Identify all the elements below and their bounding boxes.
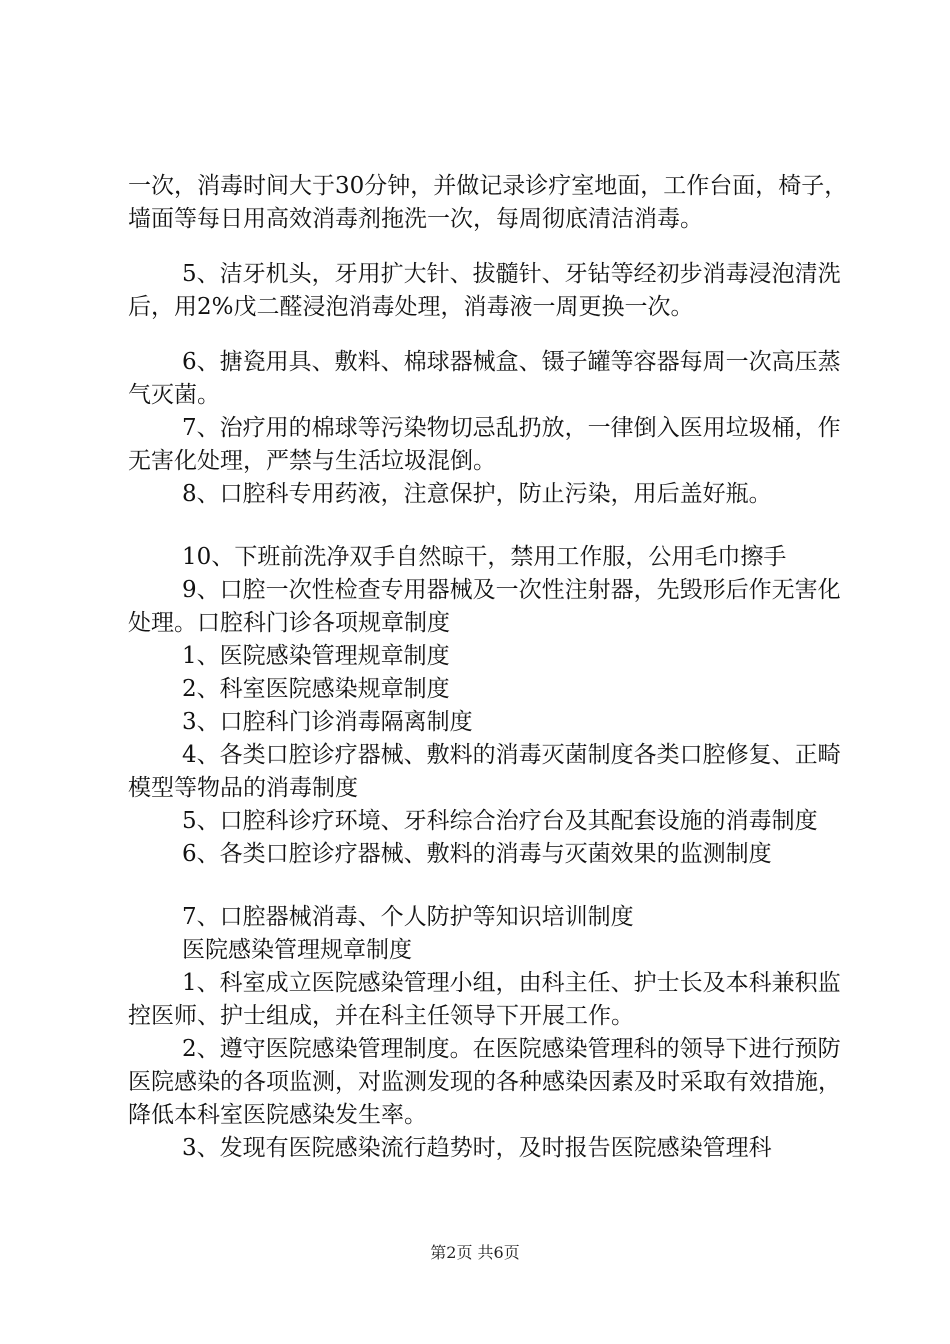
paragraph-item-6-enamel: 6、搪瓷用具、敷料、棉球器械盒、镊子罐等容器每周一次高压蒸气灭菌。 (128, 349, 841, 408)
paragraph-item-5-scaler: 5、洁牙机头，牙用扩大针、拔髓针、牙钻等经初步消毒浸泡清洗后，用2%戊二醛浸泡消毒处理，消毒液一周更换一次。 (128, 261, 841, 320)
paragraph-disinfection-time: 一次，消毒时间大于30分钟，并做记录诊疗室地面，工作台面，椅子，墙面等每日用高效消毒剂拖洗一次，每周彻底清洁消毒。 (128, 173, 848, 232)
document-body (128, 170, 848, 1165)
list-item-rule-2: 2、科室医院感染规章制度 (182, 676, 450, 702)
list-item-rule-7: 7、口腔器械消毒、个人防护等知识培训制度 (182, 904, 634, 930)
paragraph-section-item-1: 1、科室成立医院感染管理小组，由科主任、护士长及本科兼积监控医师、护士组成，并在科主任领导下开展工作。 (128, 970, 841, 1029)
section-heading: 医院感染管理规章制度 (182, 937, 413, 963)
paragraph-item-8-medicine: 8、口腔科专用药液，注意保护，防止污染，用后盖好瓶。 (182, 481, 772, 507)
paragraph-section-item-3: 3、发现有医院感染流行趋势时，及时报告医院感染管理科 (182, 1135, 772, 1161)
paragraph-item-7-cotton: 7、治疗用的棉球等污染物切忌乱扔放，一律倒入医用垃圾桶，作无害化处理，严禁与生活垃圾混倒。 (128, 415, 841, 474)
list-item-rule-4: 4、各类口腔诊疗器械、敷料的消毒灭菌制度各类口腔修复、正畸模型等物品的消毒制度 (128, 742, 841, 801)
page-footer: 第2页 共6页 (430, 1243, 520, 1262)
paragraph-section-item-2: 2、遵守医院感染管理制度。在医院感染管理科的领导下进行预防医院感染的各项监测，对监测发现的各种感染因素及时采取有效措施，降低本科室医院感染发生率。 (128, 1036, 841, 1128)
list-item-rule-3: 3、口腔科门诊消毒隔离制度 (182, 709, 473, 735)
paragraph-item-10-handwash: 10、下班前洗净双手自然晾干，禁用工作服，公用毛巾擦手 (182, 544, 787, 570)
paragraph-item-9-disposable: 9、口腔一次性检查专用器械及一次性注射器，先毁形后作无害化处理。口腔科门诊各项规章制度 (128, 577, 841, 636)
list-item-rule-6: 6、各类口腔诊疗器械、敷料的消毒与灭菌效果的监测制度 (182, 841, 772, 867)
list-item-rule-1: 1、医院感染管理规章制度 (182, 643, 450, 669)
list-item-rule-5: 5、口腔科诊疗环境、牙科综合治疗台及其配套设施的消毒制度 (182, 808, 818, 834)
